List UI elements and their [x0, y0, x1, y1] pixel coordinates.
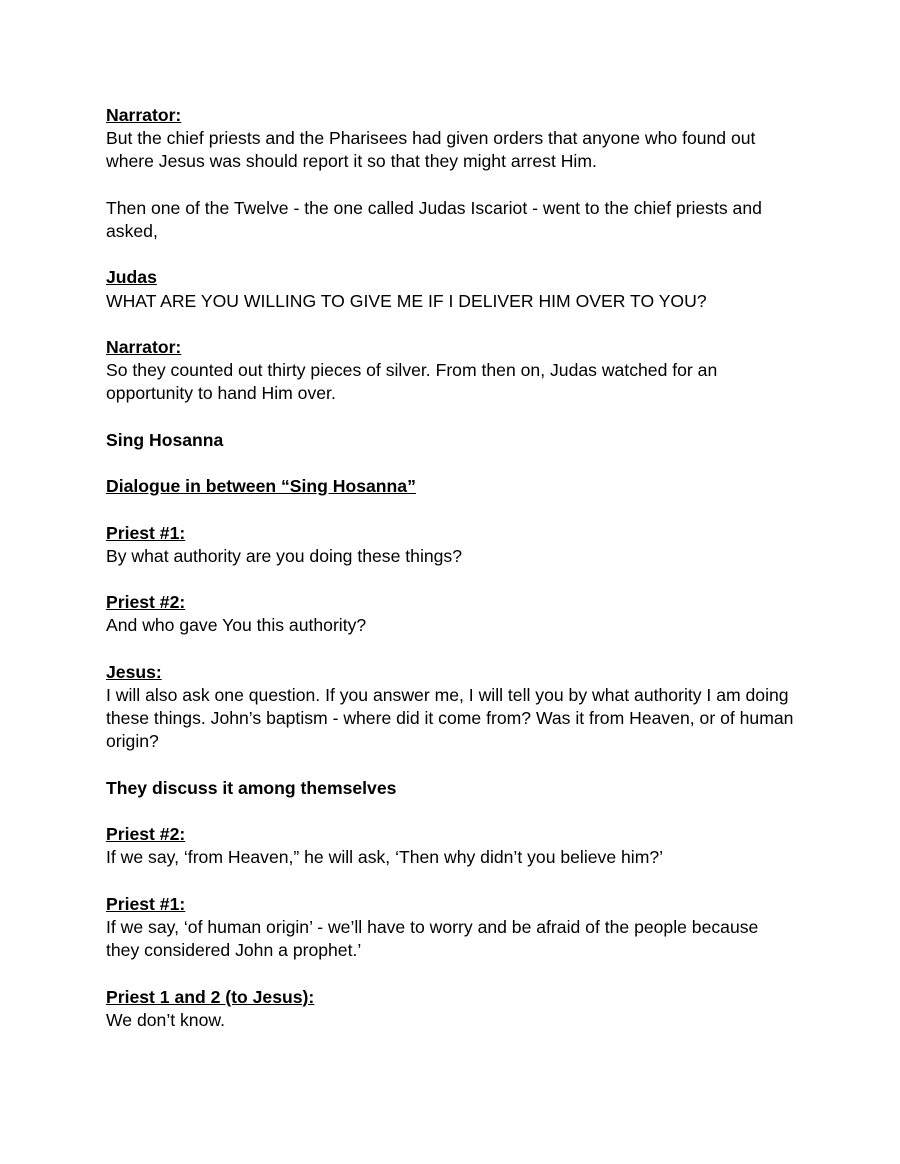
cue-text: They discuss it among themselves	[106, 777, 397, 798]
speech-text: WHAT ARE YOU WILLING TO GIVE ME IF I DELIVER HIM OVER TO YOU?	[106, 290, 707, 311]
speech-block-narrator-2	[106, 336, 796, 406]
speaker-label: Judas	[106, 267, 157, 288]
speaker-label: Narrator:	[106, 336, 182, 357]
speaker-label: Narrator:	[106, 105, 182, 125]
speaker-label: Priest #1:	[106, 522, 186, 543]
section-heading	[106, 475, 796, 498]
speaker-label: Priest #2:	[106, 824, 186, 845]
speaker-label: Priest 1 and 2 (to Jesus):	[106, 986, 315, 1007]
heading-text: Dialogue in between “Sing Hosanna”	[106, 476, 416, 497]
speech-block-priest1-a	[106, 522, 796, 568]
speech-text: And who gave You this authority?	[106, 615, 367, 636]
speech-block-priest1-b	[106, 893, 796, 963]
paragraph-text: Then one of the Twelve - the one called Judas Iscariot - went to the chief priests and asked,	[106, 197, 762, 241]
speaker-label: Priest #1:	[106, 893, 186, 914]
speaker-label: Priest #2:	[106, 592, 186, 613]
speech-block-narrator-1	[106, 104, 796, 174]
speech-block-jesus	[106, 661, 796, 754]
speech-text: If we say, ‘of human origin’ - we’ll have to worry and be afraid of the people because they considered John a prophet.’	[106, 916, 759, 961]
speech-text: We don’t know.	[106, 1009, 225, 1030]
speech-text: By what authority are you doing these things?	[106, 545, 463, 566]
song-cue	[106, 429, 796, 452]
stage-direction	[106, 777, 796, 800]
speech-text: I will also ask one question. If you answer me, I will tell you by what authority I am doing these things. John’s baptism - where did it come from? Was it from Heaven, or of human origin?	[106, 684, 794, 752]
narration-paragraph	[106, 197, 796, 243]
speaker-label: Jesus:	[106, 661, 162, 682]
speech-block-priest2-a	[106, 591, 796, 637]
document-page	[106, 104, 796, 1055]
cue-text: Sing Hosanna	[106, 429, 224, 450]
speech-block-judas	[106, 266, 796, 312]
speech-text: So they counted out thirty pieces of silver. From then on, Judas watched for an opportunity to hand Him over.	[106, 360, 718, 404]
speech-block-priest2-b	[106, 823, 796, 869]
speech-block-priests-together	[106, 986, 796, 1032]
speech-text: But the chief priests and the Pharisees had given orders that anyone who found out where Jesus was should report it so that they might arrest Him.	[106, 128, 756, 172]
speech-text: If we say, ‘from Heaven,” he will ask, ‘Then why didn’t you believe him?’	[106, 847, 664, 868]
